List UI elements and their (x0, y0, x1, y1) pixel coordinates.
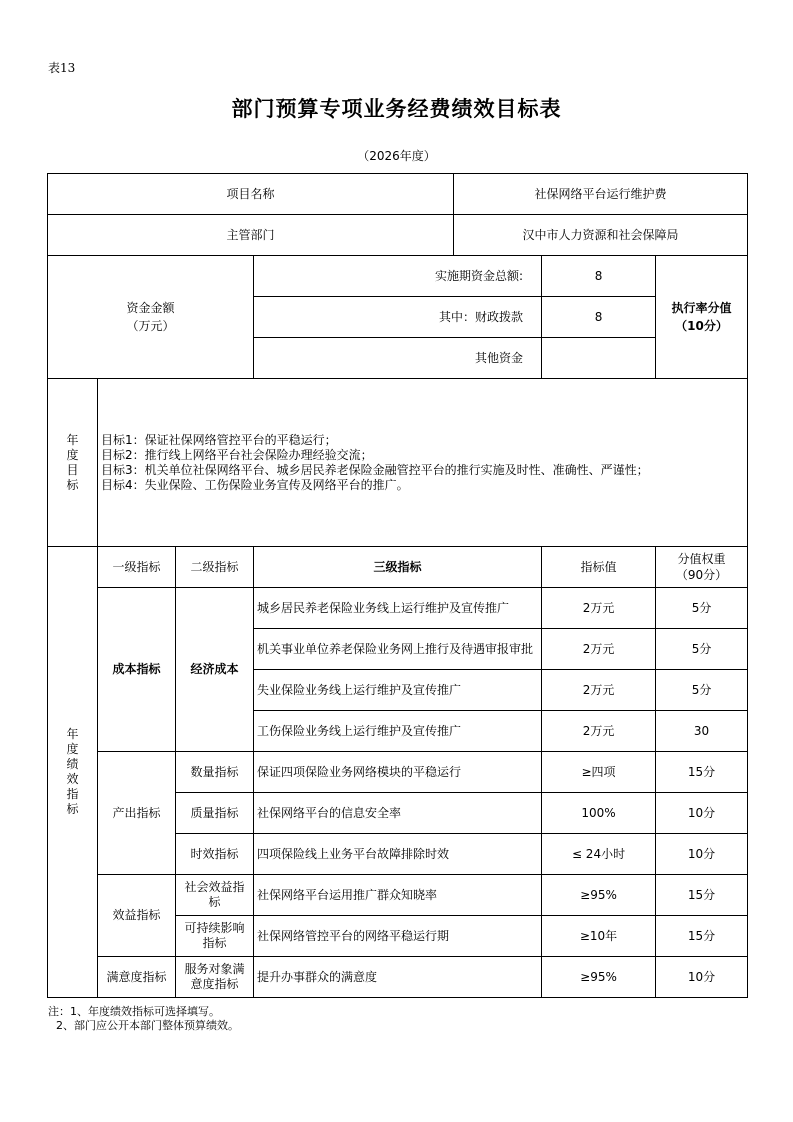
satisfaction-item-value: ≥95% (542, 957, 656, 998)
funds-other-value (542, 338, 656, 379)
annual-goals-label (48, 379, 98, 547)
cost-item-value: 2万元 (542, 588, 656, 629)
header-level1: 一级指标 (98, 547, 176, 588)
output-item-name: 四项保险线上业务平台故障排除时效 (254, 834, 542, 875)
output-item-name: 社保网络平台的信息安全率 (254, 793, 542, 834)
cost-item-value: 2万元 (542, 629, 656, 670)
funds-label-cell (48, 256, 254, 379)
indicators-char: 指 (66, 787, 79, 801)
satisfaction-item-name: 提升办事群众的满意度 (254, 957, 542, 998)
department-row (48, 215, 748, 256)
satisfaction-level2: 服务对象满意度指标 (176, 957, 254, 998)
execution-score-cell (656, 256, 748, 379)
project-row (48, 174, 748, 215)
indicator-header-row (48, 547, 748, 588)
annual-goals-char: 目 (66, 462, 79, 477)
execution-score-label: 执行率分值 (671, 301, 732, 315)
performance-target-table (47, 173, 748, 998)
output-item-score: 10分 (656, 793, 748, 834)
cost-item-score: 5分 (656, 588, 748, 629)
cost-item-value: 2万元 (542, 670, 656, 711)
table-row (48, 875, 748, 916)
indicators-char: 年 (66, 727, 79, 741)
note-line-1: 注：1、年度绩效指标可选择填写。 (48, 1005, 220, 1018)
cost-item-name: 工伤保险业务线上运行维护及宣传推广 (254, 711, 542, 752)
cost-item-name: 失业保险业务线上运行维护及宣传推广 (254, 670, 542, 711)
funds-total-value: 8 (542, 256, 656, 297)
annual-goals-char: 年 (66, 432, 79, 447)
output-item-name: 保证四项保险业务网络模块的平稳运行 (254, 752, 542, 793)
table-row (48, 957, 748, 998)
output-level2: 数量指标 (176, 752, 254, 793)
benefit-item-value: ≥95% (542, 875, 656, 916)
funds-fiscal-label: 其中：财政拨款 (254, 297, 542, 338)
indicators-label (48, 547, 98, 998)
output-level2: 时效指标 (176, 834, 254, 875)
annual-goals-row (48, 379, 748, 547)
output-level1: 产出指标 (98, 752, 176, 875)
benefit-item-score: 15分 (656, 875, 748, 916)
header-value: 指标值 (542, 547, 656, 588)
cost-item-score: 30 (656, 711, 748, 752)
cost-item-value: 2万元 (542, 711, 656, 752)
funds-label: 资金金额 (126, 301, 175, 315)
funds-unit: （万元） (126, 319, 175, 333)
department-label: 主管部门 (48, 215, 454, 256)
funds-other-label: 其他资金 (254, 338, 542, 379)
indicators-char: 标 (66, 802, 79, 816)
indicators-char: 绩 (66, 757, 79, 771)
cost-level2: 经济成本 (176, 588, 254, 752)
cost-item-name: 城乡居民养老保险业务线上运行维护及宣传推广 (254, 588, 542, 629)
output-level2: 质量指标 (176, 793, 254, 834)
funds-total-label: 实施期资金总额: (254, 256, 542, 297)
annual-goals-char: 度 (66, 447, 79, 462)
goal-item-4: 目标4：失业保险、工伤保险业务宣传及网络平台的推广。 (101, 477, 409, 492)
table-row (48, 752, 748, 793)
project-label: 项目名称 (48, 174, 454, 215)
header-level3: 三级指标 (254, 547, 542, 588)
benefit-item-score: 15分 (656, 916, 748, 957)
output-item-value: ≥四项 (542, 752, 656, 793)
funds-fiscal-value: 8 (542, 297, 656, 338)
benefit-level2: 社会效益指标 (176, 875, 254, 916)
benefit-level2: 可持续影响指标 (176, 916, 254, 957)
header-weight (656, 547, 748, 588)
funds-total-row (48, 256, 748, 297)
table-row (48, 588, 748, 629)
project-value: 社保网络平台运行维护费 (454, 174, 748, 215)
output-item-score: 15分 (656, 752, 748, 793)
cost-item-name: 机关事业单位养老保险业务网上推行及待遇审报审批 (254, 629, 542, 670)
satisfaction-item-score: 10分 (656, 957, 748, 998)
goal-item-1: 目标1：保证社保网络管控平台的平稳运行； (101, 432, 337, 447)
goal-item-2: 目标2：推行线上网络平台社会保险办理经验交流； (101, 447, 373, 462)
department-value: 汉中市人力资源和社会保障局 (454, 215, 748, 256)
output-item-value: 100% (542, 793, 656, 834)
cost-level1: 成本指标 (98, 588, 176, 752)
benefit-level1: 效益指标 (98, 875, 176, 957)
output-item-score: 10分 (656, 834, 748, 875)
header-weight-line1: 分值权重 (677, 552, 726, 566)
annual-goals-content (98, 379, 748, 547)
table-number: 表13 (48, 61, 76, 75)
cost-item-score: 5分 (656, 670, 748, 711)
execution-score-value: （10分） (675, 319, 728, 333)
indicators-char: 度 (66, 742, 79, 756)
output-item-value: ≤ 24小时 (542, 834, 656, 875)
satisfaction-level1: 满意度指标 (98, 957, 176, 998)
page-title: 部门预算专项业务经费绩效目标表 (231, 97, 562, 121)
indicators-char: 效 (66, 772, 79, 786)
annual-goals-char: 标 (66, 477, 79, 492)
benefit-item-name: 社保网络平台运用推广群众知晓率 (254, 875, 542, 916)
header-level2: 二级指标 (176, 547, 254, 588)
cost-item-score: 5分 (656, 629, 748, 670)
notes (48, 1005, 239, 1033)
benefit-item-value: ≥10年 (542, 916, 656, 957)
note-line-2: 2、部门应公开本部门整体预算绩效。 (56, 1019, 239, 1032)
benefit-item-name: 社保网络管控平台的网络平稳运行期 (254, 916, 542, 957)
header-weight-line2: （90分） (675, 568, 728, 582)
budget-year: （2026年度） (357, 149, 436, 163)
goal-item-3: 目标3：机关单位社保网络平台、城乡居民养老保险金融管控平台的推行实施及时性、准确性、严谨性； (101, 462, 649, 477)
